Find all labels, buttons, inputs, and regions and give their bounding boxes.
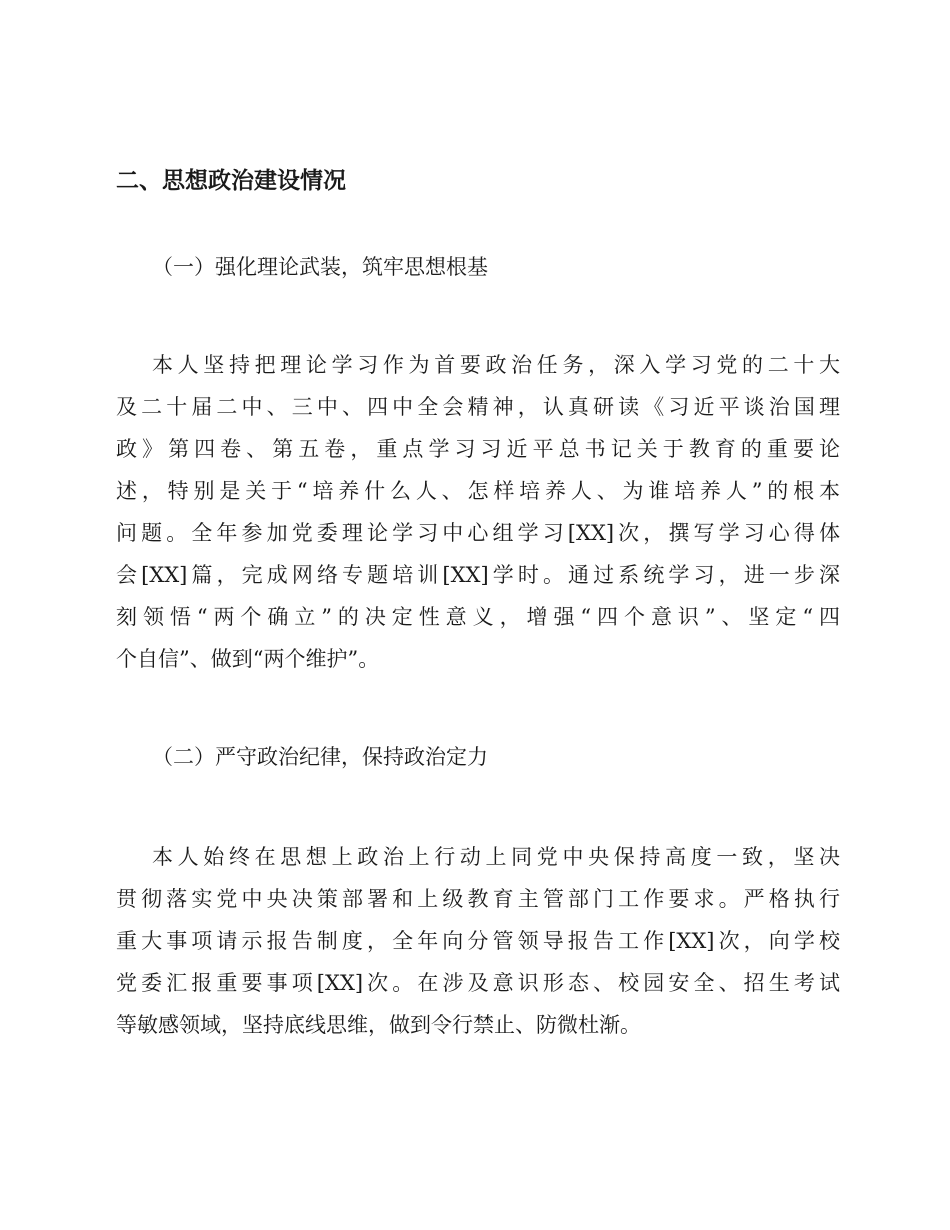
subsection-title-2: （二）严守政治纪律，保持政治定力 xyxy=(152,745,488,769)
paragraph-line: 重大事项请示报告制度，全年向分管领导报告工作[XX]次，向学校 xyxy=(116,929,840,953)
paragraph-line: 会[XX]篇，完成网络专题培训[XX]学时。通过系统学习，进一步深 xyxy=(116,563,840,587)
paragraph-line: 刻领悟“两个确立”的决定性意义，增强“四个意识”、坚定“四 xyxy=(116,605,840,629)
paragraph-line: 党委汇报重要事项[XX]次。在涉及意识形态、校园安全、招生考试 xyxy=(116,971,840,995)
paragraph-line: 个自信”、做到“两个维护”。 xyxy=(116,647,380,671)
paragraph-line: 本人始终在思想上政治上行动上同党中央保持高度一致，坚决 xyxy=(152,845,840,869)
paragraph-line: 问题。全年参加党委理论学习中心组学习[XX]次，撰写学习心得体 xyxy=(116,521,840,545)
paragraph-line: 贯彻落实党中央决策部署和上级教育主管部门工作要求。严格执行 xyxy=(116,887,840,911)
paragraph-1 xyxy=(116,344,840,680)
subsection-title-1: （一）强化理论武装，筑牢思想根基 xyxy=(152,255,488,279)
paragraph-line: 等敏感领域，坚持底线思维，做到令行禁止、防微杜渐。 xyxy=(116,1013,641,1037)
paragraph-line: 政》第四卷、第五卷，重点学习习近平总书记关于教育的重要论 xyxy=(116,437,840,461)
section-heading: 二、思想政治建设情况 xyxy=(116,168,346,194)
paragraph-2 xyxy=(116,836,840,1046)
paragraph-line: 及二十届二中、三中、四中全会精神，认真研读《习近平谈治国理 xyxy=(116,395,840,419)
paragraph-line: 述，特别是关于“培养什么人、怎样培养人、为谁培养人”的根本 xyxy=(116,479,840,503)
paragraph-line: 本人坚持把理论学习作为首要政治任务，深入学习党的二十大 xyxy=(152,353,840,377)
